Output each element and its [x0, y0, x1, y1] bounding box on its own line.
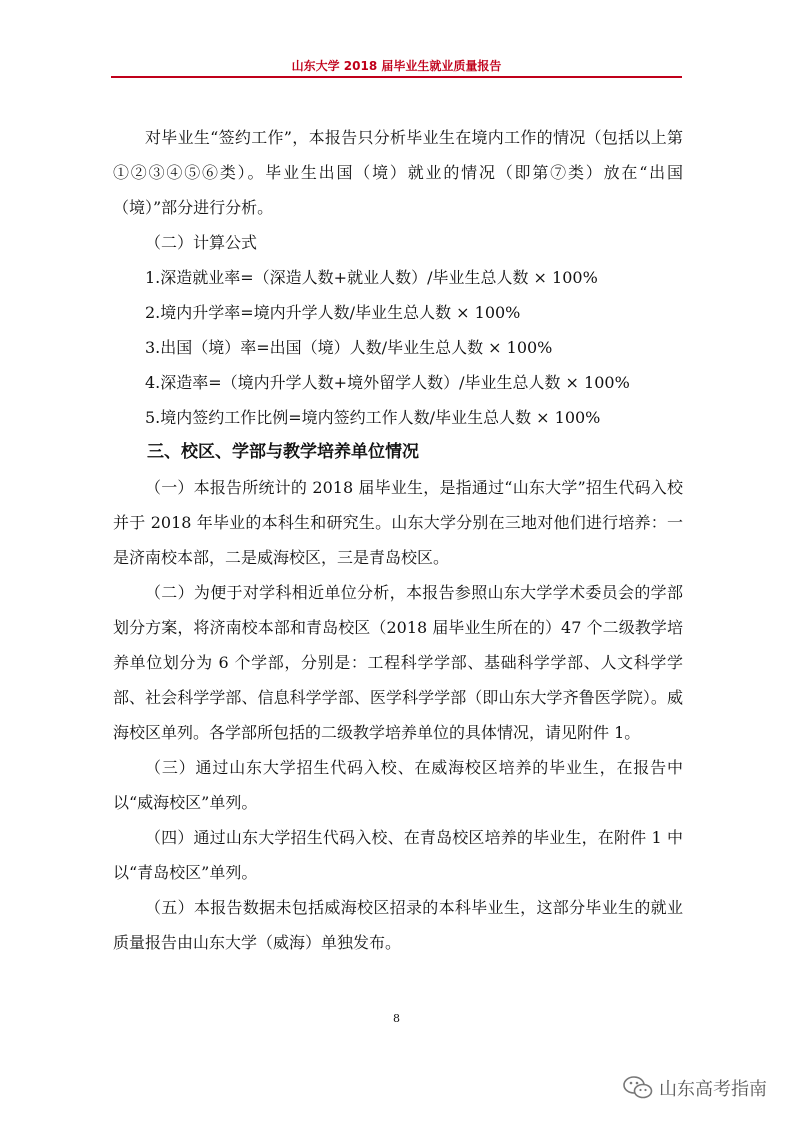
- paragraph-signed-work: 对毕业生“签约工作”，本报告只分析毕业生在境内工作的情况（包括以上第①②③④⑤⑥类）。毕业生出国（境）就业的情况（即第⑦类）放在“出国（境）”部分进行分析。: [113, 128, 683, 217]
- watermark: [623, 1075, 767, 1101]
- section-heading-campus: 三、校区、学部与教学培养单位情况: [147, 442, 419, 462]
- report-body: [113, 120, 683, 960]
- formula-2: 2.境内升学率=境内升学人数/毕业生总人数 × 100%: [145, 303, 521, 322]
- paragraph-campus-5: （五）本报告数据未包括威海校区招录的本科毕业生，这部分毕业生的就业质量报告由山东大学（威海）单独发布。: [113, 898, 683, 952]
- formula-1: 1.深造就业率=（深造人数+就业人数）/毕业生总人数 × 100%: [145, 268, 598, 287]
- watermark-text: 山东高考指南: [659, 1079, 767, 1100]
- formula-5: 5.境内签约工作比例=境内签约工作人数/毕业生总人数 × 100%: [145, 408, 601, 427]
- paragraph-campus-4: （四）通过山东大学招生代码入校、在青岛校区培养的毕业生，在附件 1 中以“青岛校区”单列。: [113, 828, 683, 882]
- page-number: 8: [393, 1012, 400, 1025]
- paragraph-campus-1: （一）本报告所统计的 2018 届毕业生，是指通过“山东大学”招生代码入校并于 2018 年毕业的本科生和研究生。山东大学分别在三地对他们进行培养：一是济南校本部，二是威海校区，三是青岛校区。: [113, 478, 683, 567]
- header-title: 山东大学 2018 届毕业生就业质量报告: [291, 59, 502, 73]
- formula-3: 3.出国（境）率=出国（境）人数/毕业生总人数 × 100%: [145, 338, 553, 357]
- wechat-icon: [623, 1075, 653, 1101]
- paragraph-campus-3: （三）通过山东大学招生代码入校、在威海校区培养的毕业生，在报告中以“威海校区”单列。: [113, 758, 683, 812]
- subheading-formulas: （二）计算公式: [145, 233, 258, 252]
- formula-4: 4.深造率=（境内升学人数+境外留学人数）/毕业生总人数 × 100%: [145, 373, 630, 392]
- header-divider: [111, 76, 682, 78]
- paragraph-campus-2: （二）为便于对学科相近单位分析，本报告参照山东大学学术委员会的学部划分方案，将济南校本部和青岛校区（2018 届毕业生所在的）47 个二级教学培养单位划分为 6 个学部，分别是：工程科学学部、基础科学学部、人文科学学部、社会科学学部、信息科学学部、医学科学学部（即山东大学齐鲁医学院）。威海校区单列。各学部所包括的二级教学培养单位的具体情况，请见附件 1。: [113, 583, 683, 742]
